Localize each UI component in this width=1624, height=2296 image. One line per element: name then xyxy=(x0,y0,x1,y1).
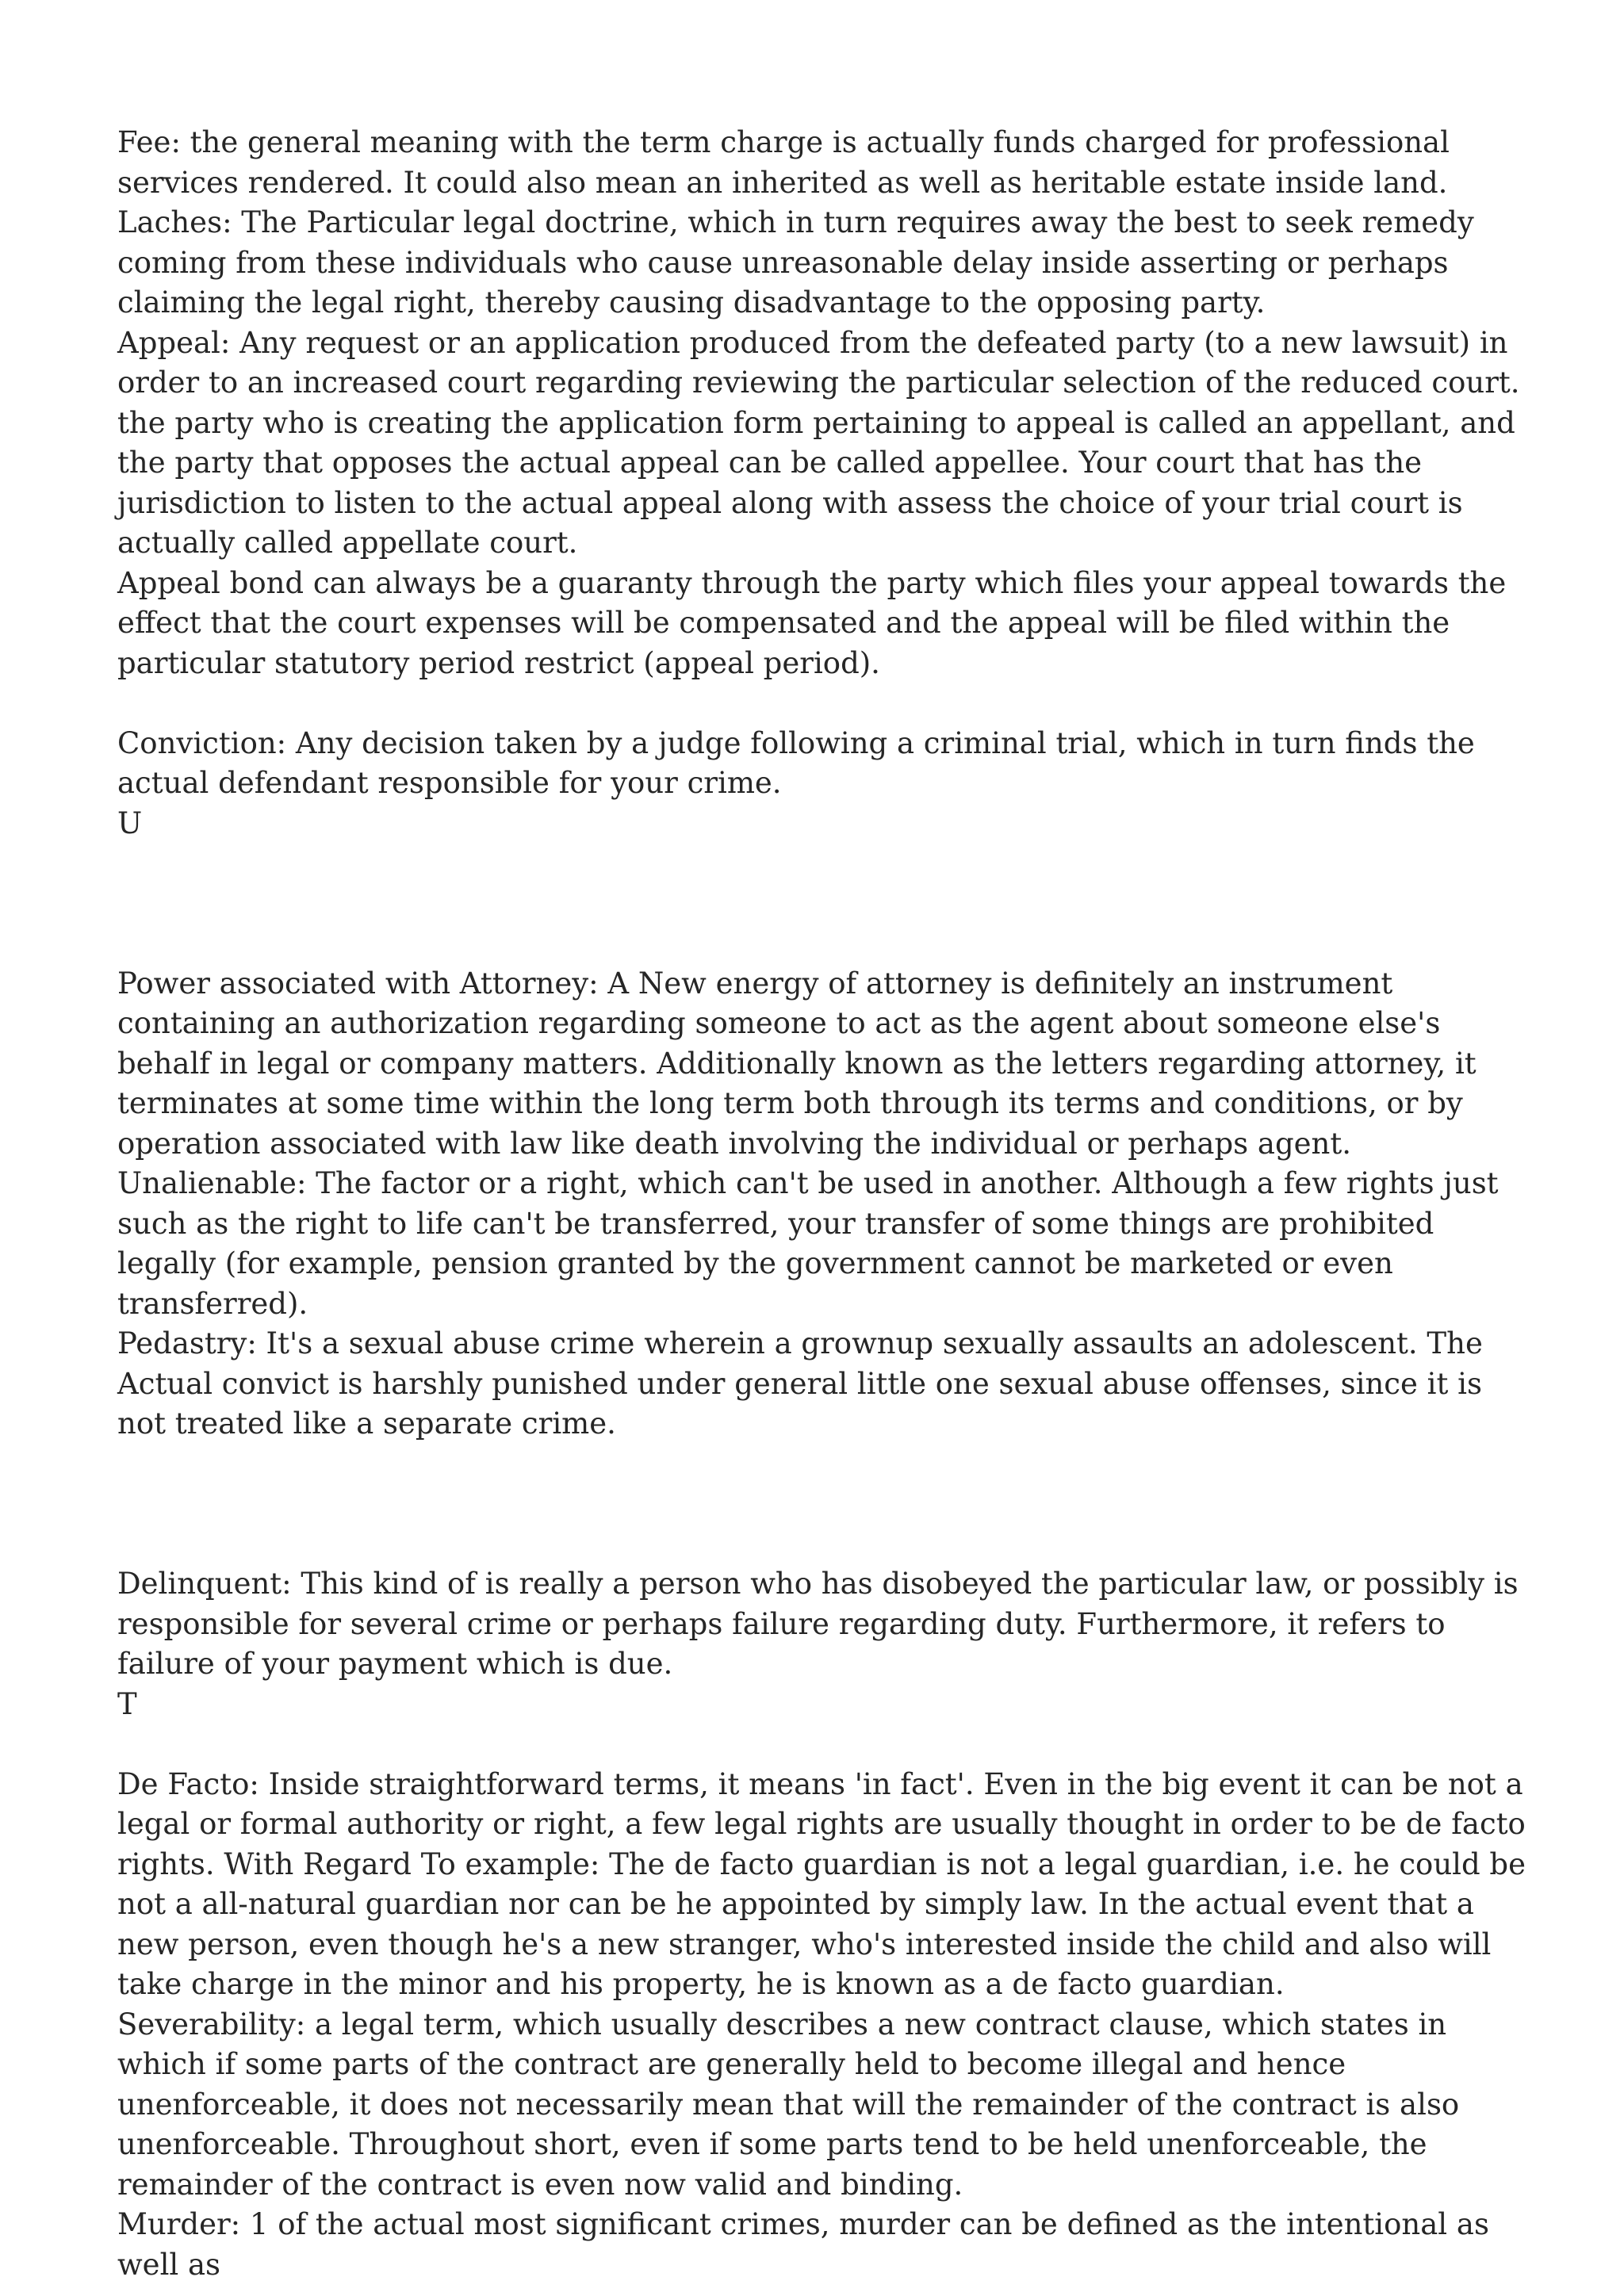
paragraph-delinquent: Delinquent: This kind of is really a person who has disobeyed the particular law, or possibly is responsible for several crime or perhaps failure regarding duty. Furthermore, it refers to failure of your payment which is due. xyxy=(117,1567,1519,1681)
paragraph-laches: Laches: The Particular legal doctrine, which in turn requires away the best to seek remedy coming from these individuals who cause unreasonable delay inside asserting or perhaps claiming the legal right, thereby causing disadvantage to the opposing party. xyxy=(117,205,1474,320)
paragraph-power-of-attorney: Power associated with Attorney: A New energy of attorney is definitely an instrument containing an authorization regarding someone to act as the agent about someone else's behalf in legal or company matters. Additionally known as the letters regarding attorney, it terminates at some time within the long term both through its terms and conditions, or by operation associated with law like death involving the individual or perhaps agent. xyxy=(117,966,1477,1161)
paragraph-severability: Severability: a legal term, which usually describes a new contract clause, which states in which if some parts of the contract are generally held to become illegal and hence unenforceable, it does not necessarily mean that will the remainder of the contract is also unenforceable. Throughout short, even if some parts tend to be held unenforceable, the remainder of the contract is even now valid and binding. xyxy=(117,2007,1460,2202)
blank-line xyxy=(117,683,1529,724)
document-body xyxy=(117,123,1529,2285)
paragraph-murder: Murder: 1 of the actual most significant crimes, murder can be defined as the intentional as well as xyxy=(117,2207,1489,2282)
paragraph-de-facto: De Facto: Inside straightforward terms, it means 'in fact'. Even in the big event it can be not a legal or formal authority or right, a few legal rights are usually thought in order to be de facto rights. With Regard To example: The de facto guardian is not a legal guardian, i.e. he could be not a all-natural guardian nor can be he appointed by simply law. In the actual event that a new person, even though he's a new stranger, who's interested inside the child and also will take charge in the minor and his property, he is known as a de facto guardian. xyxy=(117,1766,1526,2001)
section-letter-u: U xyxy=(117,806,143,840)
blank-lines xyxy=(117,1445,1529,1565)
paragraph-pedastry: Pedastry: It's a sexual abuse crime wherein a grownup sexually assaults an adolescent. The Actual convict is harshly punished under general little one sexual abuse offenses, since it is not treated like a separate crime. xyxy=(117,1326,1483,1441)
section-letter-t: T xyxy=(117,1686,137,1721)
paragraph-appeal-bond: Appeal bond can always be a guaranty through the party which files your appeal towards the effect that the court expenses will be compensated and the appeal will be filed within the particular statutory period restrict (appeal period). xyxy=(117,565,1507,680)
paragraph-unalienable: Unalienable: The factor or a right, which can't be used in another. Although a few rights just such as the right to life can't be transferred, your transfer of some things are prohibited legally (for example, pension granted by the government cannot be marketed or even transferred). xyxy=(117,1166,1499,1321)
blank-line xyxy=(117,1724,1529,1765)
paragraph-appeal: Appeal: Any request or an application produced from the defeated party (to a new lawsuit) in order to an increased court regarding reviewing the particular selection of the reduced court. the party who is creating the application form pertaining to appeal is called an appellant, and the party that opposes the actual appeal can be called appellee. Your court that has the jurisdiction to listen to the actual appeal along with assess the choice of your trial court is actually called appellate court. xyxy=(117,325,1520,560)
paragraph-conviction: Conviction: Any decision taken by a judge following a criminal trial, which in turn finds the actual defendant responsible for your crime. xyxy=(117,725,1475,800)
blank-lines xyxy=(117,844,1529,964)
paragraph-fee: Fee: the general meaning with the term charge is actually funds charged for professional services rendered. It could also mean an inherited as well as heritable estate inside land. xyxy=(117,125,1450,200)
